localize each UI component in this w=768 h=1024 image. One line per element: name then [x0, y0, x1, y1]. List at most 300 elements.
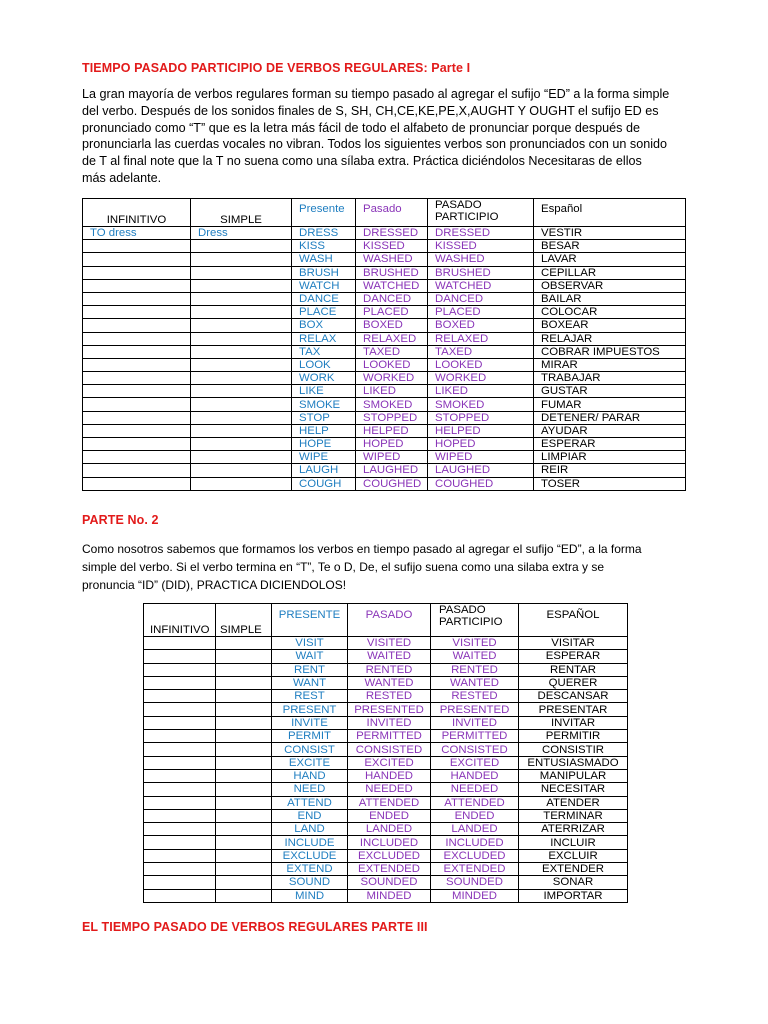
cell-pasado-participio: WASHED	[428, 253, 534, 266]
cell-infinitivo	[144, 796, 216, 809]
cell-presente: COUGH	[292, 477, 356, 490]
cell-espanol: INVITAR	[519, 716, 628, 729]
table-row	[83, 411, 686, 424]
cell-pasado: NEEDED	[348, 783, 431, 796]
cell-espanol: LAVAR	[534, 253, 686, 266]
table-row	[83, 279, 686, 292]
cell-infinitivo	[83, 266, 191, 279]
table-row	[144, 730, 628, 743]
table-row	[83, 464, 686, 477]
cell-simple	[191, 424, 292, 437]
cell-pasado-participio: BOXED	[428, 319, 534, 332]
cell-infinitivo	[83, 319, 191, 332]
cell-infinitivo	[83, 358, 191, 371]
table-header-row	[144, 604, 628, 637]
cell-pasado: RENTED	[348, 663, 431, 676]
cell-infinitivo	[144, 730, 216, 743]
cell-espanol: ATENDER	[519, 796, 628, 809]
cell-espanol: AYUDAR	[534, 424, 686, 437]
cell-infinitivo	[144, 889, 216, 902]
header-infinitivo: INFINITIVO	[144, 604, 216, 637]
cell-infinitivo	[83, 253, 191, 266]
cell-presente: HAND	[272, 769, 348, 782]
cell-simple	[216, 796, 272, 809]
table-row	[144, 863, 628, 876]
table-row	[83, 345, 686, 358]
cell-infinitivo	[144, 716, 216, 729]
cell-pasado: ATTENDED	[348, 796, 431, 809]
cell-pasado: WATCHED	[356, 279, 428, 292]
part2-verb-table	[143, 603, 628, 903]
header-pasado-participio	[428, 199, 534, 227]
cell-simple	[216, 849, 272, 862]
part2-paragraph-line: Como nosotros sabemos que formamos los verbos en tiempo pasado al agregar el sufijo “ED”, a la forma	[82, 542, 642, 556]
part2-paragraph-line: pronuncia “ID” (DID), PRACTICA DICIENDOLOS!	[82, 577, 347, 592]
cell-presente: LAUGH	[292, 464, 356, 477]
cell-pasado-participio: INCLUDED	[431, 836, 519, 849]
cell-simple	[216, 876, 272, 889]
cell-espanol: GUSTAR	[534, 385, 686, 398]
header-presente: PRESENTE	[272, 604, 348, 637]
cell-presente: WIPE	[292, 451, 356, 464]
cell-simple	[191, 253, 292, 266]
cell-espanol: COLOCAR	[534, 306, 686, 319]
cell-infinitivo	[144, 863, 216, 876]
cell-pasado-participio: RENTED	[431, 663, 519, 676]
cell-infinitivo	[144, 637, 216, 650]
part2-title: PARTE No. 2	[82, 513, 159, 527]
cell-pasado-participio: CONSISTED	[431, 743, 519, 756]
header-presente: Presente	[292, 199, 356, 227]
cell-simple	[191, 279, 292, 292]
cell-infinitivo	[144, 703, 216, 716]
table-row	[83, 424, 686, 437]
table-row	[83, 358, 686, 371]
cell-simple	[216, 783, 272, 796]
cell-pasado: HANDED	[348, 769, 431, 782]
header-espanol: Español	[534, 199, 686, 227]
cell-infinitivo	[144, 663, 216, 676]
cell-espanol: EXCLUIR	[519, 849, 628, 862]
part1-verb-table	[82, 198, 686, 491]
header-participio-line1: PASADO	[439, 604, 486, 616]
cell-pasado-participio: DANCED	[428, 292, 534, 305]
part1-paragraph	[82, 86, 686, 187]
cell-infinitivo	[144, 650, 216, 663]
table-row	[144, 809, 628, 822]
cell-simple	[216, 663, 272, 676]
cell-pasado-participio: BRUSHED	[428, 266, 534, 279]
cell-presente: DRESS	[292, 227, 356, 240]
cell-pasado-participio: WIPED	[428, 451, 534, 464]
cell-espanol: TOSER	[534, 477, 686, 490]
cell-pasado-participio: WAITED	[431, 650, 519, 663]
cell-pasado-participio: NEEDED	[431, 783, 519, 796]
cell-infinitivo	[83, 372, 191, 385]
cell-infinitivo	[83, 424, 191, 437]
cell-pasado: SOUNDED	[348, 876, 431, 889]
cell-presente: LAND	[272, 823, 348, 836]
cell-simple	[216, 703, 272, 716]
cell-simple	[191, 319, 292, 332]
cell-infinitivo	[83, 385, 191, 398]
cell-pasado: PERMITTED	[348, 730, 431, 743]
cell-simple	[191, 477, 292, 490]
cell-pasado: HOPED	[356, 438, 428, 451]
cell-espanol: SONAR	[519, 876, 628, 889]
cell-espanol: RELAJAR	[534, 332, 686, 345]
cell-simple	[216, 637, 272, 650]
cell-presente: SOUND	[272, 876, 348, 889]
cell-espanol: PERMITIR	[519, 730, 628, 743]
cell-espanol: INCLUIR	[519, 836, 628, 849]
table-row	[144, 783, 628, 796]
cell-simple	[191, 266, 292, 279]
cell-pasado-participio: STOPPED	[428, 411, 534, 424]
cell-infinitivo	[83, 411, 191, 424]
cell-presente: INCLUDE	[272, 836, 348, 849]
cell-simple	[191, 332, 292, 345]
cell-simple	[191, 438, 292, 451]
cell-infinitivo	[83, 279, 191, 292]
cell-pasado-participio: HOPED	[428, 438, 534, 451]
cell-presente: INVITE	[272, 716, 348, 729]
cell-presente: ATTEND	[272, 796, 348, 809]
cell-presente: STOP	[292, 411, 356, 424]
cell-pasado-participio: HELPED	[428, 424, 534, 437]
cell-espanol: ATERRIZAR	[519, 823, 628, 836]
cell-espanol: BAILAR	[534, 292, 686, 305]
cell-infinitivo	[144, 676, 216, 689]
cell-pasado: WAITED	[348, 650, 431, 663]
table-row	[144, 836, 628, 849]
cell-espanol: MANIPULAR	[519, 769, 628, 782]
part1-paragraph-line: de T al final note que la T no suena como una sílaba extra. Práctica diciéndolos Necesitaras de ellos	[82, 154, 642, 169]
table-row	[83, 477, 686, 490]
part2-paragraph-line: simple del verbo. Si el verbo termina en “T”, Te o D, De, el sufijo suena como una silaba extra y se	[82, 559, 605, 574]
table-row	[144, 650, 628, 663]
cell-presente: VISIT	[272, 637, 348, 650]
cell-espanol: ESPERAR	[519, 650, 628, 663]
cell-pasado: VISITED	[348, 637, 431, 650]
part1-paragraph-line: La gran mayoría de verbos regulares forman su tiempo pasado al agregar el sufijo “ED” a la forma simple	[82, 87, 670, 101]
table-row	[144, 716, 628, 729]
cell-pasado: BRUSHED	[356, 266, 428, 279]
part3-title: EL TIEMPO PASADO DE VERBOS REGULARES PARTE III	[82, 920, 428, 934]
cell-infinitivo	[144, 690, 216, 703]
table-row	[83, 332, 686, 345]
cell-pasado-participio: WORKED	[428, 372, 534, 385]
cell-simple: Dress	[191, 227, 292, 240]
cell-pasado-participio: EXCLUDED	[431, 849, 519, 862]
cell-espanol: IMPORTAR	[519, 889, 628, 902]
cell-pasado: WIPED	[356, 451, 428, 464]
cell-presente: END	[272, 809, 348, 822]
table-row	[83, 253, 686, 266]
cell-infinitivo	[144, 809, 216, 822]
cell-espanol: TRABAJAR	[534, 372, 686, 385]
cell-pasado-participio: HANDED	[431, 769, 519, 782]
cell-simple	[216, 809, 272, 822]
cell-simple	[191, 306, 292, 319]
cell-presente: PRESENT	[272, 703, 348, 716]
table-row	[144, 743, 628, 756]
cell-presente: LIKE	[292, 385, 356, 398]
cell-presente: KISS	[292, 240, 356, 253]
header-pasado-participio	[431, 604, 519, 637]
cell-infinitivo	[83, 398, 191, 411]
header-pasado: Pasado	[356, 199, 428, 227]
cell-pasado: MINDED	[348, 889, 431, 902]
table-row	[144, 703, 628, 716]
table-row	[144, 756, 628, 769]
cell-presente: LOOK	[292, 358, 356, 371]
cell-simple	[216, 769, 272, 782]
table-row	[144, 769, 628, 782]
cell-pasado-participio: PRESENTED	[431, 703, 519, 716]
cell-pasado-participio: VISITED	[431, 637, 519, 650]
cell-infinitivo	[144, 743, 216, 756]
cell-espanol: DESCANSAR	[519, 690, 628, 703]
part2-table-body	[144, 637, 628, 903]
cell-infinitivo	[83, 292, 191, 305]
cell-espanol: VISITAR	[519, 637, 628, 650]
cell-presente: EXCLUDE	[272, 849, 348, 862]
cell-simple	[216, 690, 272, 703]
cell-pasado: PRESENTED	[348, 703, 431, 716]
table-row	[83, 306, 686, 319]
table-row	[83, 451, 686, 464]
header-participio-line1: PASADO	[435, 199, 482, 211]
cell-simple	[216, 756, 272, 769]
cell-espanol: OBSERVAR	[534, 279, 686, 292]
table-header-row	[83, 199, 686, 227]
cell-infinitivo	[83, 438, 191, 451]
cell-presente: HOPE	[292, 438, 356, 451]
table-row	[144, 676, 628, 689]
cell-presente: WATCH	[292, 279, 356, 292]
cell-simple	[191, 385, 292, 398]
cell-espanol: RENTAR	[519, 663, 628, 676]
cell-infinitivo	[144, 876, 216, 889]
cell-espanol: CONSISTIR	[519, 743, 628, 756]
cell-pasado: TAXED	[356, 345, 428, 358]
cell-pasado: RESTED	[348, 690, 431, 703]
cell-simple	[191, 464, 292, 477]
header-infinitivo: INFINITIVO	[83, 199, 191, 227]
cell-pasado: BOXED	[356, 319, 428, 332]
cell-pasado-participio: LAUGHED	[428, 464, 534, 477]
cell-infinitivo	[144, 783, 216, 796]
cell-presente: EXCITE	[272, 756, 348, 769]
cell-espanol: DETENER/ PARAR	[534, 411, 686, 424]
part1-title: TIEMPO PASADO PARTICIPIO DE VERBOS REGULARES: Parte I	[82, 61, 471, 75]
table-row	[83, 372, 686, 385]
cell-pasado-participio: ATTENDED	[431, 796, 519, 809]
cell-pasado: LAUGHED	[356, 464, 428, 477]
cell-pasado: WANTED	[348, 676, 431, 689]
table-row	[144, 663, 628, 676]
cell-presente: TAX	[292, 345, 356, 358]
header-simple: SIMPLE	[191, 199, 292, 227]
table-row	[144, 690, 628, 703]
cell-infinitivo	[83, 451, 191, 464]
cell-simple	[216, 863, 272, 876]
cell-presente: REST	[272, 690, 348, 703]
table-row	[83, 319, 686, 332]
table-row	[144, 849, 628, 862]
cell-pasado: INVITED	[348, 716, 431, 729]
cell-presente: BRUSH	[292, 266, 356, 279]
cell-infinitivo	[83, 477, 191, 490]
part1-paragraph-line: pronunciado como “T” que es la letra más fácil de todo el alfabeto de pronunciar porque después de	[82, 120, 640, 135]
header-participio-line2: PARTICIPIO	[439, 616, 503, 628]
cell-simple	[191, 451, 292, 464]
cell-presente: WASH	[292, 253, 356, 266]
cell-presente: DANCE	[292, 292, 356, 305]
cell-pasado: RELAXED	[356, 332, 428, 345]
cell-pasado: EXCITED	[348, 756, 431, 769]
cell-pasado-participio: RELAXED	[428, 332, 534, 345]
cell-infinitivo	[83, 306, 191, 319]
cell-pasado-participio: INVITED	[431, 716, 519, 729]
cell-pasado-participio: WATCHED	[428, 279, 534, 292]
cell-presente: SMOKE	[292, 398, 356, 411]
cell-presente: RENT	[272, 663, 348, 676]
cell-simple	[191, 345, 292, 358]
table-row	[144, 876, 628, 889]
cell-pasado: INCLUDED	[348, 836, 431, 849]
cell-simple	[216, 676, 272, 689]
cell-pasado-participio: LIKED	[428, 385, 534, 398]
cell-presente: PERMIT	[272, 730, 348, 743]
cell-espanol: COBRAR IMPUESTOS	[534, 345, 686, 358]
cell-simple	[216, 889, 272, 902]
cell-pasado: CONSISTED	[348, 743, 431, 756]
cell-simple	[216, 836, 272, 849]
cell-pasado-participio: TAXED	[428, 345, 534, 358]
cell-pasado-participio: PLACED	[428, 306, 534, 319]
cell-pasado: EXTENDED	[348, 863, 431, 876]
cell-simple	[191, 372, 292, 385]
header-espanol: ESPAÑOL	[519, 604, 628, 637]
cell-pasado: EXCLUDED	[348, 849, 431, 862]
table-row	[83, 292, 686, 305]
cell-pasado: COUGHED	[356, 477, 428, 490]
cell-pasado: HELPED	[356, 424, 428, 437]
cell-presente: RELAX	[292, 332, 356, 345]
part1-paragraph-line: del verbo. Después de los sonidos finales de S, SH, CH,CE,KE,PE,X,AUGHT Y OUGHT el sufijo ED es	[82, 103, 659, 118]
table-row	[83, 266, 686, 279]
cell-simple	[191, 240, 292, 253]
cell-espanol: QUERER	[519, 676, 628, 689]
cell-pasado: WASHED	[356, 253, 428, 266]
cell-pasado: LIKED	[356, 385, 428, 398]
cell-espanol: TERMINAR	[519, 809, 628, 822]
cell-pasado: WORKED	[356, 372, 428, 385]
cell-pasado: SMOKED	[356, 398, 428, 411]
cell-pasado: STOPPED	[356, 411, 428, 424]
table-row	[144, 796, 628, 809]
cell-presente: BOX	[292, 319, 356, 332]
table-row	[83, 398, 686, 411]
cell-simple	[216, 716, 272, 729]
cell-pasado-participio: DRESSED	[428, 227, 534, 240]
cell-presente: WAIT	[272, 650, 348, 663]
cell-presente: CONSIST	[272, 743, 348, 756]
table-row	[144, 889, 628, 902]
header-pasado: PASADO	[348, 604, 431, 637]
cell-pasado: KISSED	[356, 240, 428, 253]
cell-simple	[191, 292, 292, 305]
table-row	[144, 637, 628, 650]
cell-espanol: ESPERAR	[534, 438, 686, 451]
part1-paragraph-line: más adelante.	[82, 170, 162, 185]
header-participio-line2: PARTICIPIO	[435, 211, 499, 223]
table-row	[83, 227, 686, 240]
header-simple: SIMPLE	[216, 604, 272, 637]
cell-simple	[191, 398, 292, 411]
cell-simple	[216, 743, 272, 756]
table-row	[83, 438, 686, 451]
cell-espanol: BESAR	[534, 240, 686, 253]
cell-infinitivo	[144, 836, 216, 849]
cell-pasado-participio: KISSED	[428, 240, 534, 253]
cell-presente: PLACE	[292, 306, 356, 319]
cell-simple	[216, 650, 272, 663]
cell-pasado-participio: SOUNDED	[431, 876, 519, 889]
cell-pasado: DRESSED	[356, 227, 428, 240]
cell-pasado-participio: LANDED	[431, 823, 519, 836]
cell-pasado: DANCED	[356, 292, 428, 305]
cell-pasado: ENDED	[348, 809, 431, 822]
cell-espanol: BOXEAR	[534, 319, 686, 332]
cell-espanol: PRESENTAR	[519, 703, 628, 716]
cell-pasado-participio: LOOKED	[428, 358, 534, 371]
cell-espanol: FUMAR	[534, 398, 686, 411]
cell-pasado-participio: WANTED	[431, 676, 519, 689]
table-row	[144, 823, 628, 836]
cell-simple	[216, 730, 272, 743]
cell-simple	[216, 823, 272, 836]
cell-pasado-participio: EXCITED	[431, 756, 519, 769]
cell-presente: HELP	[292, 424, 356, 437]
cell-simple	[191, 358, 292, 371]
cell-espanol: REIR	[534, 464, 686, 477]
cell-infinitivo	[144, 769, 216, 782]
cell-espanol: NECESITAR	[519, 783, 628, 796]
cell-pasado-participio: RESTED	[431, 690, 519, 703]
cell-infinitivo	[83, 240, 191, 253]
part2-paragraph	[82, 541, 686, 594]
cell-simple	[191, 411, 292, 424]
cell-infinitivo	[83, 464, 191, 477]
part1-paragraph-line: pronunciarla las cuerdas vocales no vibran. Todos los siguientes verbos son pronunciados con un sonido	[82, 137, 668, 152]
cell-infinitivo	[144, 756, 216, 769]
cell-espanol: EXTENDER	[519, 863, 628, 876]
cell-infinitivo: TO dress	[83, 227, 191, 240]
cell-pasado-participio: PERMITTED	[431, 730, 519, 743]
part1-table-body	[83, 227, 686, 491]
cell-presente: MIND	[272, 889, 348, 902]
cell-infinitivo	[144, 823, 216, 836]
cell-pasado-participio: EXTENDED	[431, 863, 519, 876]
cell-pasado: LOOKED	[356, 358, 428, 371]
cell-infinitivo	[144, 849, 216, 862]
cell-espanol: VESTIR	[534, 227, 686, 240]
cell-infinitivo	[83, 332, 191, 345]
cell-pasado-participio: MINDED	[431, 889, 519, 902]
